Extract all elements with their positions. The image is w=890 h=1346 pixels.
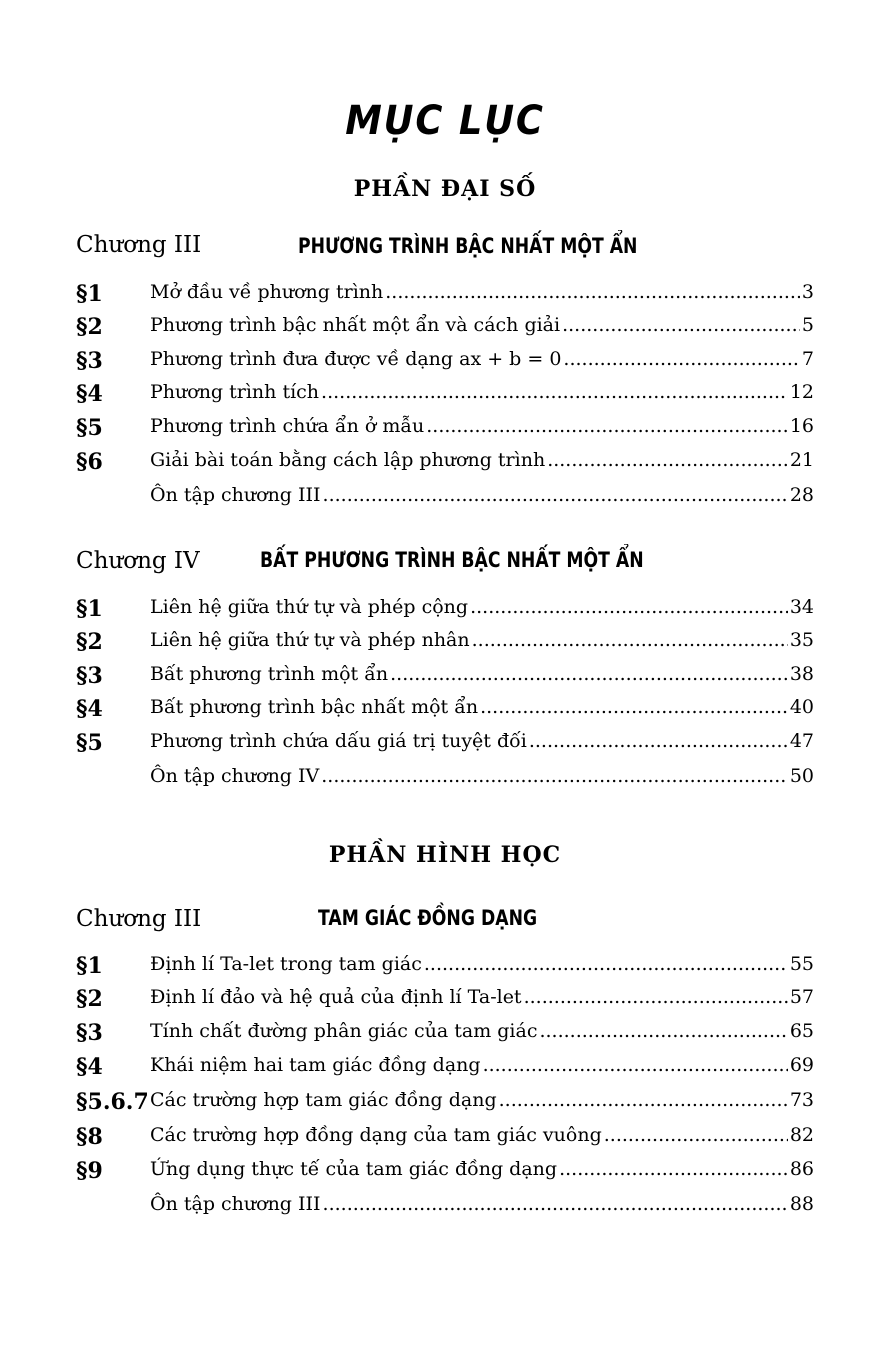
page-number: 73 [789, 1089, 814, 1111]
page-number: 47 [789, 730, 814, 752]
entry-title: Khái niệm hai tam giác đồng dạng [150, 1054, 481, 1076]
dot-leader [470, 596, 788, 618]
dot-leader [426, 415, 788, 437]
page-number: 16 [789, 415, 814, 437]
page-number: 5 [801, 314, 814, 336]
dot-leader [323, 1193, 788, 1215]
toc-entry[interactable] [76, 415, 814, 445]
toc-entry[interactable] [76, 314, 814, 344]
entry-title: Mở đầu về phương trình [150, 281, 384, 303]
entry-title: Phương trình chứa dấu giá trị tuyệt đối [150, 730, 527, 752]
toc-entry[interactable] [76, 281, 814, 311]
entry-title: Phương trình đưa được về dạng ax + b = 0 [150, 348, 562, 370]
section-number: §4 [76, 1054, 103, 1080]
entry-title: Các trường hợp tam giác đồng dạng [150, 1089, 497, 1111]
section-number: §5 [76, 415, 103, 441]
chapter-label: Chương III [76, 906, 202, 932]
dot-leader [321, 381, 788, 403]
entry-title: Ôn tập chương IV [150, 765, 320, 787]
dot-leader [563, 348, 799, 370]
page-number: 34 [789, 596, 814, 618]
entry-title: Phương trình tích [150, 381, 320, 403]
page-title: MỤC LỤC [345, 98, 545, 144]
chapter-title: BẤT PHƯƠNG TRÌNH BẬC NHẤT MỘT ẨN [260, 548, 644, 572]
dot-leader [385, 281, 800, 303]
page-number: 38 [789, 663, 814, 685]
dot-leader [424, 953, 788, 975]
part-heading-geometry: PHẦN HÌNH HỌC [328, 842, 562, 868]
toc-entry[interactable] [76, 1124, 814, 1154]
toc-entry[interactable] [76, 629, 814, 659]
toc-entry[interactable] [76, 1054, 814, 1084]
dot-leader [499, 1089, 788, 1111]
entry-title: Bất phương trình một ẩn [150, 663, 389, 685]
toc-entry[interactable] [76, 953, 814, 983]
toc-entry[interactable] [76, 348, 814, 378]
dot-leader [480, 696, 788, 718]
toc-entry[interactable] [76, 765, 814, 795]
section-number: §2 [76, 629, 103, 655]
page-number: 28 [789, 484, 814, 506]
chapter-title: PHƯƠNG TRÌNH BẬC NHẤT MỘT ẨN [298, 234, 638, 258]
section-number: §2 [76, 314, 103, 340]
toc-entry[interactable] [76, 596, 814, 626]
section-number: §5 [76, 730, 103, 756]
page-number: 35 [789, 629, 814, 651]
toc-entry[interactable] [76, 663, 814, 693]
chapter-label: Chương III [76, 232, 202, 258]
page-number: 88 [789, 1193, 814, 1215]
toc-entry[interactable] [76, 696, 814, 726]
page-number: 82 [789, 1124, 814, 1146]
entry-title: Ôn tập chương III [150, 1193, 321, 1215]
page-number: 21 [789, 449, 814, 471]
entry-title: Phương trình chứa ẩn ở mẫu [150, 415, 425, 437]
page-number: 50 [789, 765, 814, 787]
entry-title: Bất phương trình bậc nhất một ẩn [150, 696, 479, 718]
section-number: §1 [76, 281, 103, 307]
section-number: §2 [76, 986, 103, 1012]
dot-leader [559, 1158, 788, 1180]
dot-leader [483, 1054, 788, 1076]
section-number: §8 [76, 1124, 103, 1150]
entry-title: Ứng dụng thực tế của tam giác đồng dạng [150, 1158, 558, 1180]
section-number: §9 [76, 1158, 103, 1184]
entry-title: Định lí Ta-let trong tam giác [150, 953, 422, 975]
section-number: §3 [76, 1020, 103, 1046]
dot-leader [524, 986, 788, 1008]
toc-entry[interactable] [76, 730, 814, 760]
dot-leader [562, 314, 800, 336]
toc-entry[interactable] [76, 381, 814, 411]
entry-title: Phương trình bậc nhất một ẩn và cách giải [150, 314, 561, 336]
entry-title: Liên hệ giữa thứ tự và phép cộng [150, 596, 469, 618]
toc-entry[interactable] [76, 986, 814, 1016]
dot-leader [529, 730, 788, 752]
entry-title: Giải bài toán bằng cách lập phương trình [150, 449, 546, 471]
entry-title: Các trường hợp đồng dạng của tam giác vuông [150, 1124, 602, 1146]
dot-leader [323, 484, 788, 506]
page-number: 65 [789, 1020, 814, 1042]
page-number: 57 [789, 986, 814, 1008]
dot-leader [604, 1124, 788, 1146]
page-number: 55 [789, 953, 814, 975]
toc-entry[interactable] [76, 1089, 814, 1119]
page-number: 7 [801, 348, 814, 370]
entry-title: Liên hệ giữa thứ tự và phép nhân [150, 629, 470, 651]
dot-leader [547, 449, 788, 471]
toc-entry[interactable] [76, 449, 814, 479]
section-number: §1 [76, 953, 103, 979]
entry-title: Định lí đảo và hệ quả của định lí Ta-let [150, 986, 522, 1008]
dot-leader [390, 663, 788, 685]
chapter-label: Chương IV [76, 548, 200, 574]
page-number: 86 [789, 1158, 814, 1180]
part-heading-algebra: PHẦN ĐẠI SỐ [353, 176, 537, 202]
section-number: §4 [76, 381, 103, 407]
section-number: §3 [76, 348, 103, 374]
toc-entry[interactable] [76, 1020, 814, 1050]
page-number: 12 [789, 381, 814, 403]
chapter-title: TAM GIÁC ĐỒNG DẠNG [318, 906, 538, 930]
entry-title: Tính chất đường phân giác của tam giác [150, 1020, 538, 1042]
dot-leader [472, 629, 788, 651]
section-number: §5.6.7 [76, 1089, 149, 1115]
entry-title: Ôn tập chương III [150, 484, 321, 506]
page-number: 3 [801, 281, 814, 303]
page-number: 69 [789, 1054, 814, 1076]
section-number: §6 [76, 449, 103, 475]
page-number: 40 [789, 696, 814, 718]
toc-entry[interactable] [76, 1193, 814, 1223]
section-number: §4 [76, 696, 103, 722]
section-number: §1 [76, 596, 103, 622]
toc-entry[interactable] [76, 484, 814, 514]
toc-entry[interactable] [76, 1158, 814, 1188]
section-number: §3 [76, 663, 103, 689]
dot-leader [321, 765, 788, 787]
dot-leader [539, 1020, 787, 1042]
